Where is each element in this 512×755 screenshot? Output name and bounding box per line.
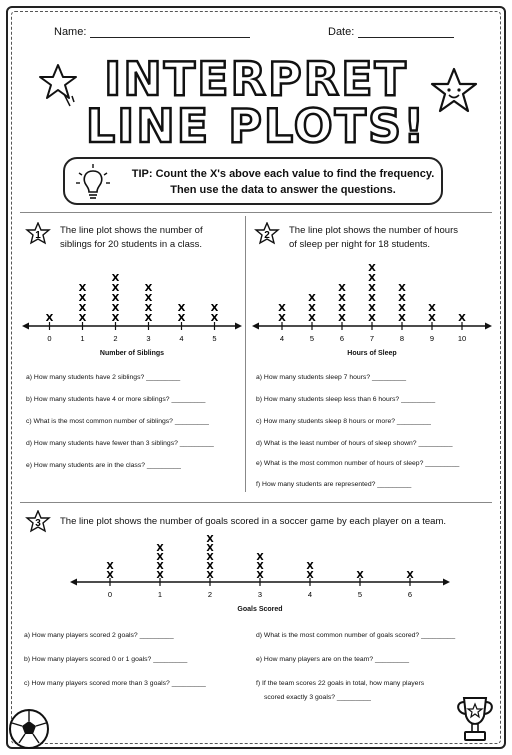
x-marker: X <box>111 273 120 284</box>
tick-label: 5 <box>212 334 217 343</box>
x-marker: X <box>144 293 153 304</box>
p2-question-c: c) How many students sleep 8 hours or more? _________ <box>256 418 431 425</box>
tick-label: 3 <box>146 334 151 343</box>
x-marker: X <box>210 313 219 324</box>
x-marker: X <box>111 283 120 294</box>
arrow-left-icon <box>252 323 259 330</box>
x-marker: X <box>338 293 346 304</box>
p2-question-b: b) How many students sleep less than 6 hours? _________ <box>256 396 436 403</box>
x-marker: X <box>111 313 120 324</box>
problem-3-prompt-line-1: The line plot shows the number of goals scored in a soccer game by each player on a team. <box>60 516 447 527</box>
problem-3-number: 3 <box>35 518 41 529</box>
x-marker: X <box>111 303 120 314</box>
tick-label: 2 <box>113 334 118 343</box>
x-marker: X <box>177 303 186 314</box>
x-marker: X <box>106 570 114 581</box>
x-marker: X <box>398 293 406 304</box>
x-marker: X <box>428 313 436 324</box>
tick-label: 4 <box>179 334 184 343</box>
tip-box <box>63 157 443 205</box>
x-marker: X <box>45 313 54 324</box>
x-marker: X <box>144 283 153 294</box>
soccer-ball-icon <box>8 708 50 750</box>
problem-2-prompt-line-1: The line plot shows the number of hours <box>289 225 458 236</box>
tip-text <box>127 166 439 198</box>
x-marker: X <box>206 534 214 545</box>
p1-question-c: c) What is the most common number of siblings? _________ <box>26 418 209 425</box>
problem-2-prompt <box>289 224 458 252</box>
trophy-icon <box>452 694 498 744</box>
x-marker: X <box>210 303 219 314</box>
title-line-1: INTERPRET <box>104 52 408 106</box>
date-blank[interactable] <box>358 28 454 38</box>
divider-middle <box>20 502 492 503</box>
x-marker: X <box>398 313 406 324</box>
smiling-star-icon <box>428 66 480 116</box>
x-marker: X <box>368 303 376 314</box>
x-marker: X <box>156 561 164 572</box>
tick-label: 3 <box>257 590 263 599</box>
x-marker: X <box>306 561 314 572</box>
tick-label: 9 <box>429 334 435 343</box>
tick-label: 5 <box>309 334 315 343</box>
x-marker: X <box>308 293 316 304</box>
name-label: Name: <box>54 26 87 38</box>
p1-question-b: b) How many students have 4 or more siblings? _________ <box>26 396 206 403</box>
date-field <box>328 26 454 38</box>
x-marker: X <box>206 543 214 554</box>
p3-question-f: f) If the team scores 22 goals in total, how many players <box>256 680 425 687</box>
x-marker: X <box>78 303 87 314</box>
tick-label: 0 <box>107 590 113 599</box>
x-marker: X <box>368 283 376 294</box>
p2-question-f: f) How many students are represented? _________ <box>256 481 412 488</box>
tick-label: 8 <box>399 334 405 343</box>
x-marker: X <box>368 263 376 274</box>
x-marker: X <box>406 570 414 581</box>
x-marker: X <box>356 570 364 581</box>
problem-3-axis-label: Goals Scored <box>237 606 283 613</box>
x-marker: X <box>398 303 406 314</box>
arrow-left-icon <box>70 579 77 586</box>
x-marker: X <box>206 561 214 572</box>
p1-question-e: e) How many students are in the class? _________ <box>26 462 181 469</box>
problem-2-prompt-line-2: of sleep per night for 18 students. <box>289 239 431 250</box>
date-label: Date: <box>328 26 355 38</box>
tick-label: 4 <box>279 334 285 343</box>
problem-1-number: 1 <box>35 230 41 241</box>
x-marker: X <box>156 543 164 554</box>
tick-label: 1 <box>157 590 163 599</box>
x-marker: X <box>256 552 264 563</box>
arrow-left-icon <box>22 323 29 330</box>
x-marker: X <box>308 313 316 324</box>
problem-1-prompt-line-1: The line plot shows the number of <box>60 225 203 236</box>
x-marker: X <box>144 303 153 314</box>
x-marker: X <box>308 303 316 314</box>
tick-label: 7 <box>369 334 375 343</box>
x-marker: X <box>306 570 314 581</box>
x-marker: X <box>458 313 466 324</box>
divider-top <box>20 212 492 213</box>
tick-label: 6 <box>407 590 413 599</box>
tick-label: 0 <box>47 334 52 343</box>
x-marker: X <box>78 313 87 324</box>
p3-question-d: d) What is the most common number of goals scored? _________ <box>256 632 456 639</box>
x-marker: X <box>278 313 286 324</box>
x-marker: X <box>278 303 286 314</box>
x-marker: X <box>368 273 376 284</box>
problem-1-axis-label: Number of Siblings <box>99 350 165 357</box>
divider-vertical <box>245 216 246 492</box>
x-marker: X <box>177 313 186 324</box>
arrow-right-icon <box>485 323 492 330</box>
problem-1-prompt-line-2: siblings for 20 students in a class. <box>60 239 203 250</box>
x-marker: X <box>256 570 264 581</box>
problem-3-prompt <box>60 515 446 529</box>
p3-question-a: a) How many players scored 2 goals? _________ <box>24 632 174 639</box>
tick-label: 4 <box>307 590 313 599</box>
x-marker: X <box>78 293 87 304</box>
tick-label: 5 <box>357 590 363 599</box>
p3-question-f-cont: scored exactly 3 goals? _________ <box>264 694 371 701</box>
p2-question-e: e) What is the most common number of hours of sleep? _________ <box>256 460 460 467</box>
name-field <box>54 26 250 38</box>
x-marker: X <box>256 561 264 572</box>
x-marker: X <box>368 293 376 304</box>
x-marker: X <box>106 561 114 572</box>
x-marker: X <box>338 303 346 314</box>
sparkle-lines-icon <box>60 92 76 112</box>
p3-question-b: b) How many players scored 0 or 1 goals? _________ <box>24 656 188 663</box>
x-marker: X <box>368 313 376 324</box>
p3-question-e: e) How many players are on the team? _________ <box>256 656 410 663</box>
x-marker: X <box>206 570 214 581</box>
siblings-line-plot <box>22 260 242 346</box>
x-marker: X <box>144 313 153 324</box>
goals-line-plot <box>70 530 450 604</box>
tip-line-2: Then use the data to answer the questions. <box>170 184 396 196</box>
problem-2-axis-label: Hours of Sleep <box>347 350 397 357</box>
p3-question-c: c) How many players scored more than 3 goals? _________ <box>24 680 206 687</box>
tip-line-1: TIP: Count the X's above each value to find the frequency. <box>131 168 435 180</box>
problem-3-badge <box>25 510 51 536</box>
name-blank[interactable] <box>90 28 250 38</box>
p1-question-a: a) How many students have 2 siblings? _________ <box>26 374 181 381</box>
x-marker: X <box>111 293 120 304</box>
x-marker: X <box>338 283 346 294</box>
arrow-right-icon <box>443 579 450 586</box>
x-marker: X <box>156 570 164 581</box>
x-marker: X <box>428 303 436 314</box>
problem-1-prompt <box>60 224 203 252</box>
x-marker: X <box>338 313 346 324</box>
problem-1-badge <box>25 222 51 248</box>
problem-2-badge <box>254 222 280 248</box>
x-marker: X <box>78 283 87 294</box>
p2-question-a: a) How many students sleep 7 hours? _________ <box>256 374 407 381</box>
x-marker: X <box>206 552 214 563</box>
arrow-right-icon <box>235 323 242 330</box>
p2-question-d: d) What is the least number of hours of sleep shown? _________ <box>256 440 453 447</box>
tick-label: 2 <box>207 590 213 599</box>
p1-question-d: d) How many students have fewer than 3 siblings? _________ <box>26 440 214 447</box>
sleep-line-plot <box>252 255 492 346</box>
lightbulb-icon <box>73 163 113 203</box>
x-marker: X <box>156 552 164 563</box>
tick-label: 1 <box>80 334 85 343</box>
tick-label: 6 <box>339 334 345 343</box>
x-marker: X <box>398 283 406 294</box>
tick-label: 10 <box>457 334 467 343</box>
problem-2-number: 2 <box>264 230 270 241</box>
title-line-2: LINE PLOTS! <box>85 99 427 153</box>
